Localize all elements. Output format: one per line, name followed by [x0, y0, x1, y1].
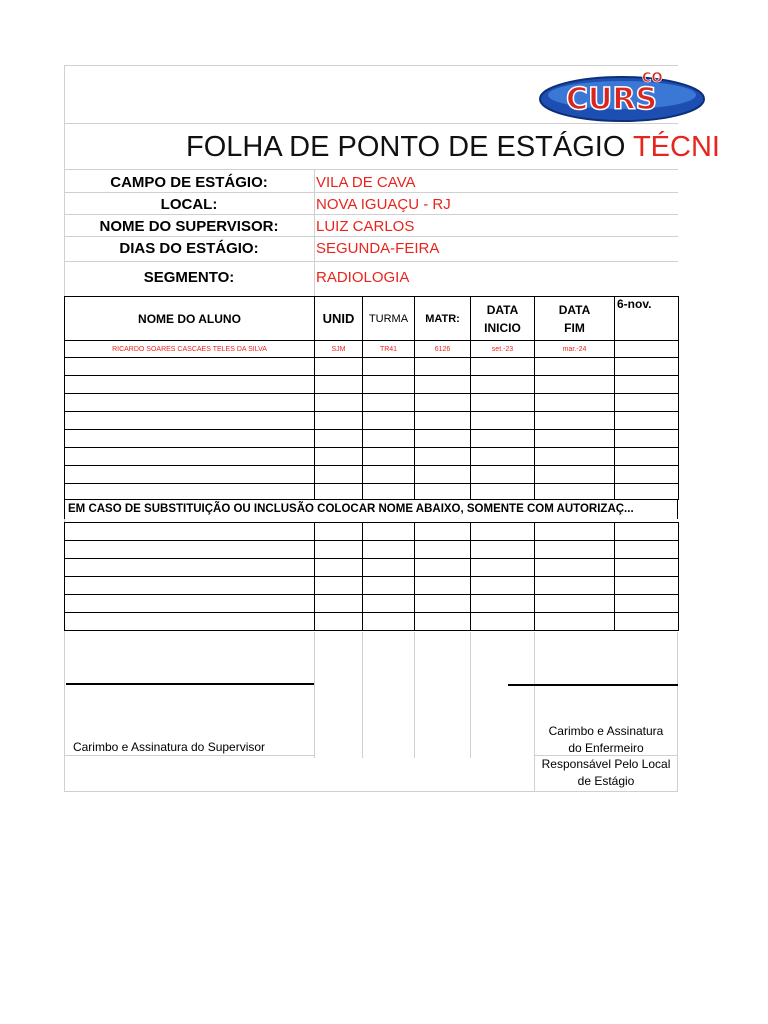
- table-row: [65, 412, 679, 430]
- title-accent: TÉCNI: [632, 131, 720, 163]
- cell-inicio: set.-23: [471, 341, 535, 358]
- table-row: [65, 448, 679, 466]
- grid-col: [314, 632, 315, 758]
- table-header-row: [65, 297, 679, 341]
- table-row: [65, 523, 679, 541]
- header-date-col: 6-nov.: [615, 297, 679, 341]
- table-row: [65, 559, 679, 577]
- grid-row: [64, 123, 678, 124]
- header-data-inicio: DATA INICIO: [471, 297, 535, 341]
- ponto-sheet: [64, 65, 720, 792]
- grid-col: [414, 632, 415, 758]
- substitution-notice: EM CASO DE SUBSTITUIÇÃO OU INCLUSÃO COLOCAR NOME ABAIXO, SOMENTE COM AUTORIZAÇ...: [64, 499, 678, 519]
- nurse-signature-label: Carimbo e Assinatura do Enfermeiro Responsável Pelo Local de Estágio: [541, 724, 671, 788]
- table-row: [65, 613, 679, 631]
- value-campo: VILA DE CAVA: [316, 174, 416, 191]
- cell-date: [615, 341, 679, 358]
- value-dias: SEGUNDA-FEIRA: [316, 240, 440, 257]
- value-local: NOVA IGUAÇU - RJ: [316, 196, 451, 213]
- table-row: [65, 358, 679, 376]
- cell-fim: mar.-24: [535, 341, 615, 358]
- table-row: [65, 394, 679, 412]
- grid-row: [64, 192, 678, 193]
- label-campo: CAMPO DE ESTÁGIO:: [110, 174, 268, 191]
- table-row: [65, 466, 679, 484]
- label-supervisor: NOME DO SUPERVISOR:: [99, 218, 279, 235]
- value-supervisor: LUIZ CARLOS: [316, 218, 415, 235]
- table-row: [65, 577, 679, 595]
- table-row: [65, 376, 679, 394]
- cell-matr: 6126: [415, 341, 471, 358]
- header-unid: UNID: [315, 297, 363, 341]
- grid-col: [314, 169, 315, 296]
- page-title: [64, 125, 720, 169]
- header-nome: NOME DO ALUNO: [65, 297, 315, 341]
- label-local: LOCAL:: [160, 196, 218, 213]
- grid-col: [362, 632, 363, 758]
- supervisor-signature-line: [66, 683, 314, 685]
- label-segmento: SEGMENTO:: [143, 269, 235, 286]
- grid-row: [64, 261, 678, 262]
- nurse-signature-line: [508, 684, 678, 686]
- label-dias: DIAS DO ESTÁGIO:: [119, 240, 259, 257]
- table-row: [65, 541, 679, 559]
- header-matr: MATR:: [415, 297, 471, 341]
- title-main: FOLHA DE PONTO DE ESTÁGIO: [186, 131, 633, 163]
- table-row: [65, 484, 679, 500]
- header-data-fim: DATA FIM: [535, 297, 615, 341]
- value-segmento: RADIOLOGIA: [316, 269, 410, 286]
- logo-small-text: CO: [642, 71, 663, 86]
- student-table: [64, 296, 679, 500]
- substitution-table: [64, 522, 679, 631]
- cell-turma: TR41: [363, 341, 415, 358]
- grid-row: [64, 214, 678, 215]
- company-logo: [538, 65, 678, 123]
- header-turma: TURMA: [363, 297, 415, 341]
- table-row: [65, 430, 679, 448]
- cell-nome: RICARDO SOARES CASCAES TELES DA SILVA: [65, 341, 315, 358]
- logo-text: CURS: [566, 82, 658, 117]
- table-row-student: [65, 341, 679, 358]
- cell-unid: SJM: [315, 341, 363, 358]
- grid-row: [64, 169, 678, 170]
- grid-row: [64, 236, 678, 237]
- table-row: [65, 595, 679, 613]
- grid-col: [470, 632, 471, 758]
- supervisor-signature-label: Carimbo e Assinatura do Supervisor: [72, 740, 266, 754]
- grid-bottom: [64, 791, 678, 792]
